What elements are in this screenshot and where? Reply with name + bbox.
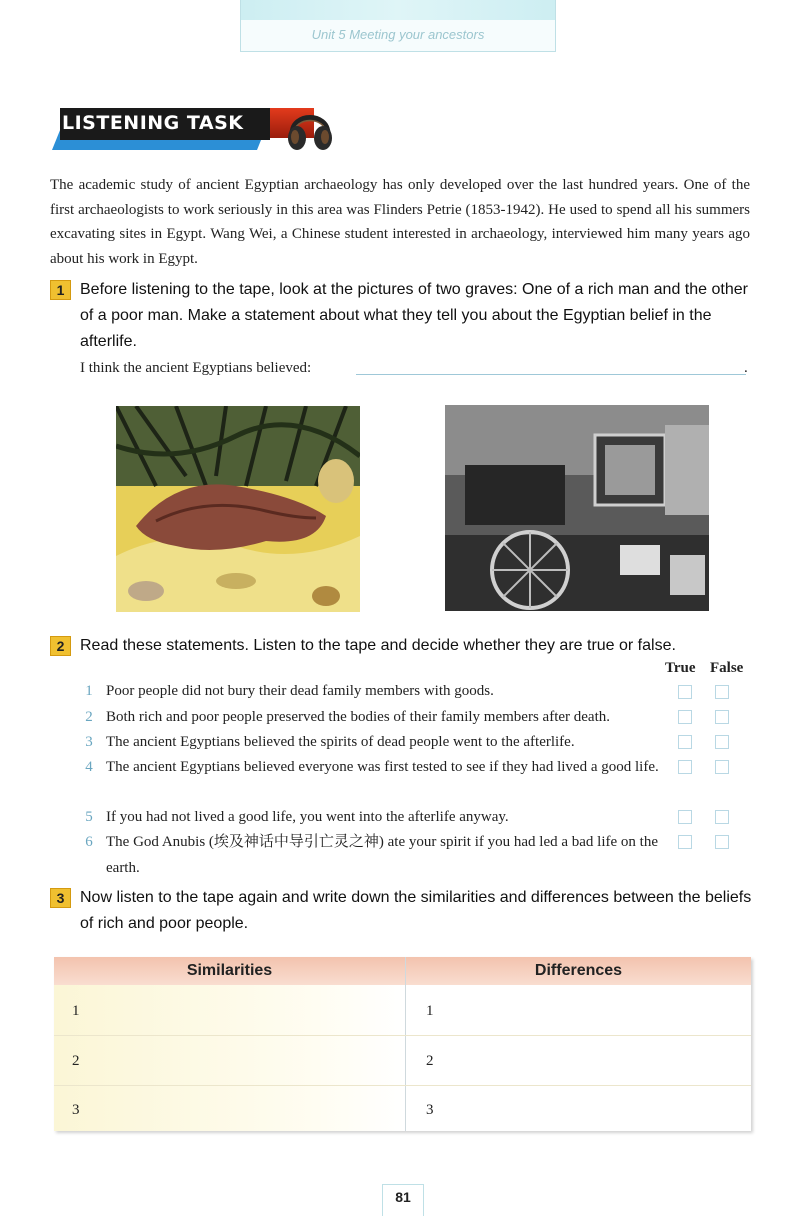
true-checkbox-4[interactable]: [678, 760, 692, 774]
unit-header: [240, 0, 556, 52]
section-banner: [52, 106, 264, 150]
statement-number: 4: [85, 759, 93, 775]
statement-number: 2: [85, 709, 93, 725]
similarities-column[interactable]: [54, 985, 405, 1131]
difference-row-1: 1: [426, 1003, 434, 1019]
similarity-row-1: 1: [72, 1003, 80, 1019]
column-divider: [405, 957, 406, 1131]
q1-answer-line: [80, 360, 750, 377]
statement-text: The ancient Egyptians believed everyone was first tested to see if they had lived a good life.: [106, 759, 659, 775]
true-checkbox-3[interactable]: [678, 735, 692, 749]
false-checkbox-3[interactable]: [715, 735, 729, 749]
statement-number: 6: [85, 834, 93, 850]
row-separator: [54, 1085, 751, 1086]
statement-number: 1: [85, 683, 93, 699]
header-band: [241, 0, 555, 20]
true-checkbox-1[interactable]: [678, 685, 692, 699]
q1-end-period: .: [744, 360, 748, 376]
false-checkbox-6[interactable]: [715, 835, 729, 849]
similarities-differences-table: [54, 957, 751, 1131]
statement-text: The God Anubis (埃及神话中导引亡灵之神) ate your spirit if you had led a bad life on the earth.: [106, 834, 658, 876]
question-2-text: Read these statements. Listen to the tape and decide whether they are true or false.: [80, 637, 676, 654]
question-number-badge: 2: [50, 636, 71, 656]
question-number-badge: 1: [50, 280, 71, 300]
statement-text: The ancient Egyptians believed the spirits of dead people went to the afterlife.: [106, 734, 575, 750]
row-separator: [54, 1035, 751, 1036]
q1-blank-line[interactable]: [356, 374, 746, 375]
unit-title: Unit 5 Meeting your ancestors: [311, 27, 485, 42]
statement-number: 3: [85, 734, 93, 750]
statement-3: [82, 730, 672, 756]
headphones-icon: [282, 104, 338, 152]
false-checkbox-1[interactable]: [715, 685, 729, 699]
intro-paragraph: The academic study of ancient Egyptian archaeology has only developed over the last hundred years. One of the first archaeologists to work seriously in this area was Flinders Petrie (1853-1942). He used to spend all his summers excavating sites in Egypt. Wang Wei, a Chinese student interested in archaeology, interviewed him many years ago about his work in Egypt.: [50, 177, 750, 267]
statement-2: [82, 705, 672, 731]
false-checkbox-4[interactable]: [715, 760, 729, 774]
statement-text: If you had not lived a good life, you went into the afterlife anyway.: [106, 809, 509, 825]
statement-number: 5: [85, 809, 93, 825]
difference-row-2: 2: [426, 1053, 434, 1069]
question-2: [50, 633, 750, 659]
question-1-text: Before listening to the tape, look at the pictures of two graves: One of a rich man and the other of a poor man. Make a statement about what they tell you about the Egyptian belief in the afterlife.: [80, 281, 748, 350]
similarities-header: Similarities: [186, 962, 273, 979]
true-checkbox-5[interactable]: [678, 810, 692, 824]
poor-grave-illustration: [116, 406, 360, 612]
false-column-header: False: [710, 660, 744, 676]
statement-text: Poor people did not bury their dead family members with goods.: [106, 683, 494, 699]
statement-1: [82, 679, 672, 705]
statement-5: [82, 805, 672, 831]
statement-6: [82, 830, 672, 881]
statement-text: Both rich and poor people preserved the bodies of their family members after death.: [106, 709, 610, 725]
question-3: [50, 885, 760, 937]
question-1: [50, 277, 750, 355]
differences-header: Differences: [534, 962, 623, 979]
section-title: LISTENING TASK: [62, 112, 244, 134]
q1-prompt: I think the ancient Egyptians believed:: [80, 360, 312, 376]
false-checkbox-2[interactable]: [715, 710, 729, 724]
true-checkbox-6[interactable]: [678, 835, 692, 849]
true-checkbox-2[interactable]: [678, 710, 692, 724]
similarity-row-3: 3: [72, 1102, 80, 1118]
question-3-text: Now listen to the tape again and write down the similarities and differences between the beliefs of rich and poor people.: [80, 889, 752, 932]
page-number: 81: [382, 1184, 424, 1216]
false-checkbox-5[interactable]: [715, 810, 729, 824]
statement-4: [82, 755, 672, 781]
similarity-row-2: 2: [72, 1053, 80, 1069]
question-number-badge: 3: [50, 888, 71, 908]
rich-tomb-photo: [445, 405, 709, 611]
difference-row-3: 3: [426, 1102, 434, 1118]
true-column-header: True: [665, 660, 696, 676]
